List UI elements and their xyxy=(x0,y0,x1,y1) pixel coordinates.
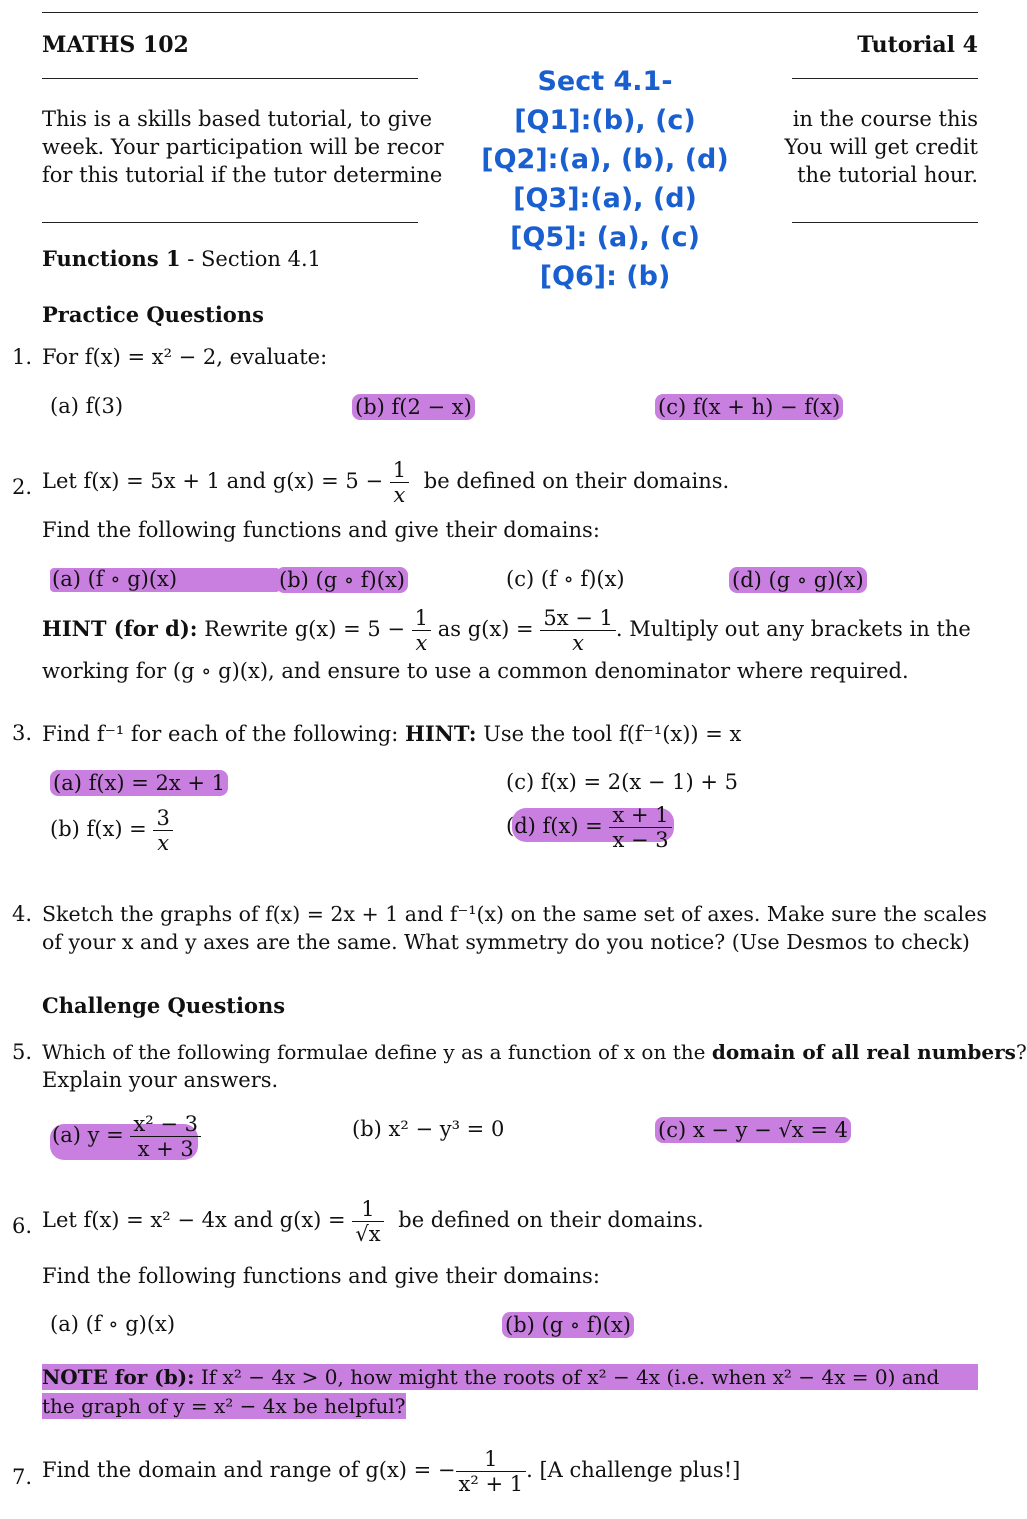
overlay-line-2: [Q1]:(b), (c) xyxy=(514,105,696,136)
q2-hint xyxy=(42,606,978,655)
q3-d-fraction xyxy=(609,803,671,852)
q3-part-a: (a) f(x) = 2x + 1 xyxy=(50,770,228,796)
intro-right-line-1: in the course this xyxy=(792,107,978,131)
q1-part-b: (b) f(2 − x) xyxy=(352,394,475,420)
intro-rule-bottom-right xyxy=(792,222,978,223)
q1-part-a: (a) f(3) xyxy=(50,394,124,418)
q6-note-line-2: the graph of y = x² − 4x be helpful? xyxy=(42,1394,406,1418)
q6-part-b: (b) (g ∘ f)(x) xyxy=(502,1312,634,1338)
overlay-line-6: [Q6]: (b) xyxy=(539,261,671,292)
q2-part-c: (c) (f ∘ f)(x) xyxy=(506,567,625,591)
q2-hint-frac-1-num: 1 xyxy=(412,606,431,631)
challenge-heading: Challenge Questions xyxy=(42,993,286,1018)
q5-part-a xyxy=(52,1112,201,1161)
overlay-line-1: Sect 4.1- xyxy=(537,66,673,97)
q6-note-label: NOTE for (b): xyxy=(42,1365,195,1389)
intro-rule-top-left xyxy=(42,78,418,79)
q6-text-post: be defined on their domains. xyxy=(398,1208,704,1233)
q3-hint-text: Use the tool f(f⁻¹(x)) = x xyxy=(483,722,742,746)
q7-frac-den: x² + 1 xyxy=(458,1472,524,1497)
q3-part-b xyxy=(50,806,173,855)
q6-frac-num: 1 xyxy=(352,1197,383,1222)
q3-d-num: x + 1 xyxy=(609,803,671,828)
overlay-line-5: [Q5]: (a), (c) xyxy=(510,222,700,253)
q3-d-den: x − 3 xyxy=(612,828,669,853)
q2-text-post: be defined on their domains. xyxy=(423,469,730,494)
q3-text-main: Find f⁻¹ for each of the following: xyxy=(42,722,399,746)
practice-heading: Practice Questions xyxy=(42,302,264,327)
intro-left-line-1: This is a skills based tutorial, to give xyxy=(42,107,433,131)
intro-rule-bottom-left xyxy=(42,222,418,223)
q6-number: 6. xyxy=(12,1214,33,1238)
q5-a-den: x + 3 xyxy=(137,1137,194,1162)
q2-frac-num: 1 xyxy=(390,458,409,483)
section-title-bold: Functions 1 xyxy=(42,246,181,271)
q5-a-pre: (a) y = xyxy=(52,1123,124,1148)
q6-frac-den: √x xyxy=(355,1222,381,1247)
q2-line-2: Find the following functions and give their domains: xyxy=(42,518,600,542)
q5-line-1-post: ? xyxy=(1015,1040,1027,1064)
q7-text-post: . [A challenge plus!] xyxy=(526,1458,741,1483)
q5-a-num: x² − 3 xyxy=(130,1112,201,1137)
intro-rule-top-right xyxy=(792,78,978,79)
intro-right-line-2: You will get credit xyxy=(784,135,978,159)
q3-b-fraction xyxy=(153,806,172,855)
q5-part-b: (b) x² − y³ = 0 xyxy=(352,1117,505,1141)
q2-hint-line-2: working for (g ∘ g)(x), and ensure to use a common denominator where required. xyxy=(42,659,909,683)
q2-hint-label: HINT (for d): xyxy=(42,616,198,642)
q2-hint-frac-2-den: x xyxy=(572,631,585,656)
q2-hint-frac-1-den: x xyxy=(415,631,428,656)
section-title xyxy=(42,246,321,271)
q2-hint-frac-1 xyxy=(412,606,431,655)
q5-a-fraction xyxy=(130,1112,201,1161)
q5-line-2: Explain your answers. xyxy=(42,1068,279,1092)
intro-left-line-2: week. Your participation will be recor xyxy=(42,135,444,159)
q3-d-pre: (d) f(x) = xyxy=(506,814,603,839)
q3-b-den: x xyxy=(157,831,170,856)
q7-text-pre: Find the domain and range of g(x) = − xyxy=(42,1458,456,1483)
q4-number: 4. xyxy=(12,902,33,926)
q2-frac-den: x xyxy=(393,483,406,508)
q2-hint-frac-2 xyxy=(540,606,616,655)
q5-line-1-pre: Which of the following formulae define y as a function of x on the xyxy=(42,1040,706,1064)
q1-number: 1. xyxy=(12,345,33,369)
q4-line-1: Sketch the graphs of f(x) = 2x + 1 and f⁻¹(x) on the same set of axes. Make sure the scales xyxy=(42,902,987,926)
q6-part-a: (a) (f ∘ g)(x) xyxy=(50,1312,176,1336)
q2-part-b: (b) (g ∘ f)(x) xyxy=(276,567,408,593)
q6-line-2: Find the following functions and give their domains: xyxy=(42,1264,600,1288)
q5-part-c: (c) x − y − √x = 4 xyxy=(655,1117,851,1143)
top-rule xyxy=(42,12,978,13)
overlay-line-4: [Q3]:(a), (d) xyxy=(513,183,697,214)
q2-part-a: (a) (f ∘ g)(x) xyxy=(52,567,178,591)
q2-hint-pre: Rewrite g(x) = 5 − xyxy=(204,617,405,642)
q2-part-d: (d) (g ∘ g)(x) xyxy=(729,567,867,593)
q1-text: For f(x) = x² − 2, evaluate: xyxy=(42,345,328,369)
q2-text xyxy=(42,458,729,507)
q2-text-pre: Let f(x) = 5x + 1 and g(x) = 5 − xyxy=(42,469,384,494)
intro-left-line-3: for this tutorial if the tutor determine xyxy=(42,163,443,187)
q6-note-line-1 xyxy=(42,1365,939,1389)
q7-text xyxy=(42,1447,740,1496)
q2-hint-post: . Multiply out any brackets in the xyxy=(615,617,971,642)
q6-text-pre: Let f(x) = x² − 4x and g(x) = xyxy=(42,1208,346,1233)
course-title: MATHS 102 xyxy=(42,32,189,58)
tutorial-number: Tutorial 4 xyxy=(857,32,978,58)
q5-line-1-bold: domain of all real numbers xyxy=(711,1040,1016,1064)
q4-line-2: of your x and y axes are the same. What symmetry do you notice? (Use Desmos to check) xyxy=(42,930,970,954)
q2-fraction xyxy=(390,458,409,507)
section-title-rest: - Section 4.1 xyxy=(180,247,321,271)
q3-b-pre: (b) f(x) = xyxy=(50,817,147,842)
q3-part-c: (c) f(x) = 2(x − 1) + 5 xyxy=(506,770,738,794)
q5-number: 5. xyxy=(12,1040,33,1064)
q2-hint-mid: as g(x) = xyxy=(437,617,534,642)
q2-hint-frac-2-num: 5x − 1 xyxy=(540,606,616,631)
q7-number: 7. xyxy=(12,1465,33,1489)
overlay-line-3: [Q2]:(a), (b), (d) xyxy=(481,144,729,175)
q1-part-c: (c) f(x + h) − f(x) xyxy=(655,394,843,420)
q6-fraction xyxy=(352,1197,383,1246)
q5-line-1 xyxy=(42,1040,1027,1064)
q6-note-text-1: If x² − 4x > 0, how might the roots of x² − 4x (i.e. when x² − 4x = 0) and xyxy=(200,1365,940,1389)
q7-fraction xyxy=(456,1447,527,1496)
intro-right-line-3: the tutorial hour. xyxy=(797,163,978,187)
q3-hint-label: HINT: xyxy=(405,721,477,746)
q6-text xyxy=(42,1197,704,1246)
q2-number: 2. xyxy=(12,475,33,499)
q7-frac-num: 1 xyxy=(456,1447,527,1472)
q3-part-d xyxy=(506,803,672,852)
q3-number: 3. xyxy=(12,721,33,745)
q3-b-num: 3 xyxy=(153,806,172,831)
q3-text xyxy=(42,721,741,746)
